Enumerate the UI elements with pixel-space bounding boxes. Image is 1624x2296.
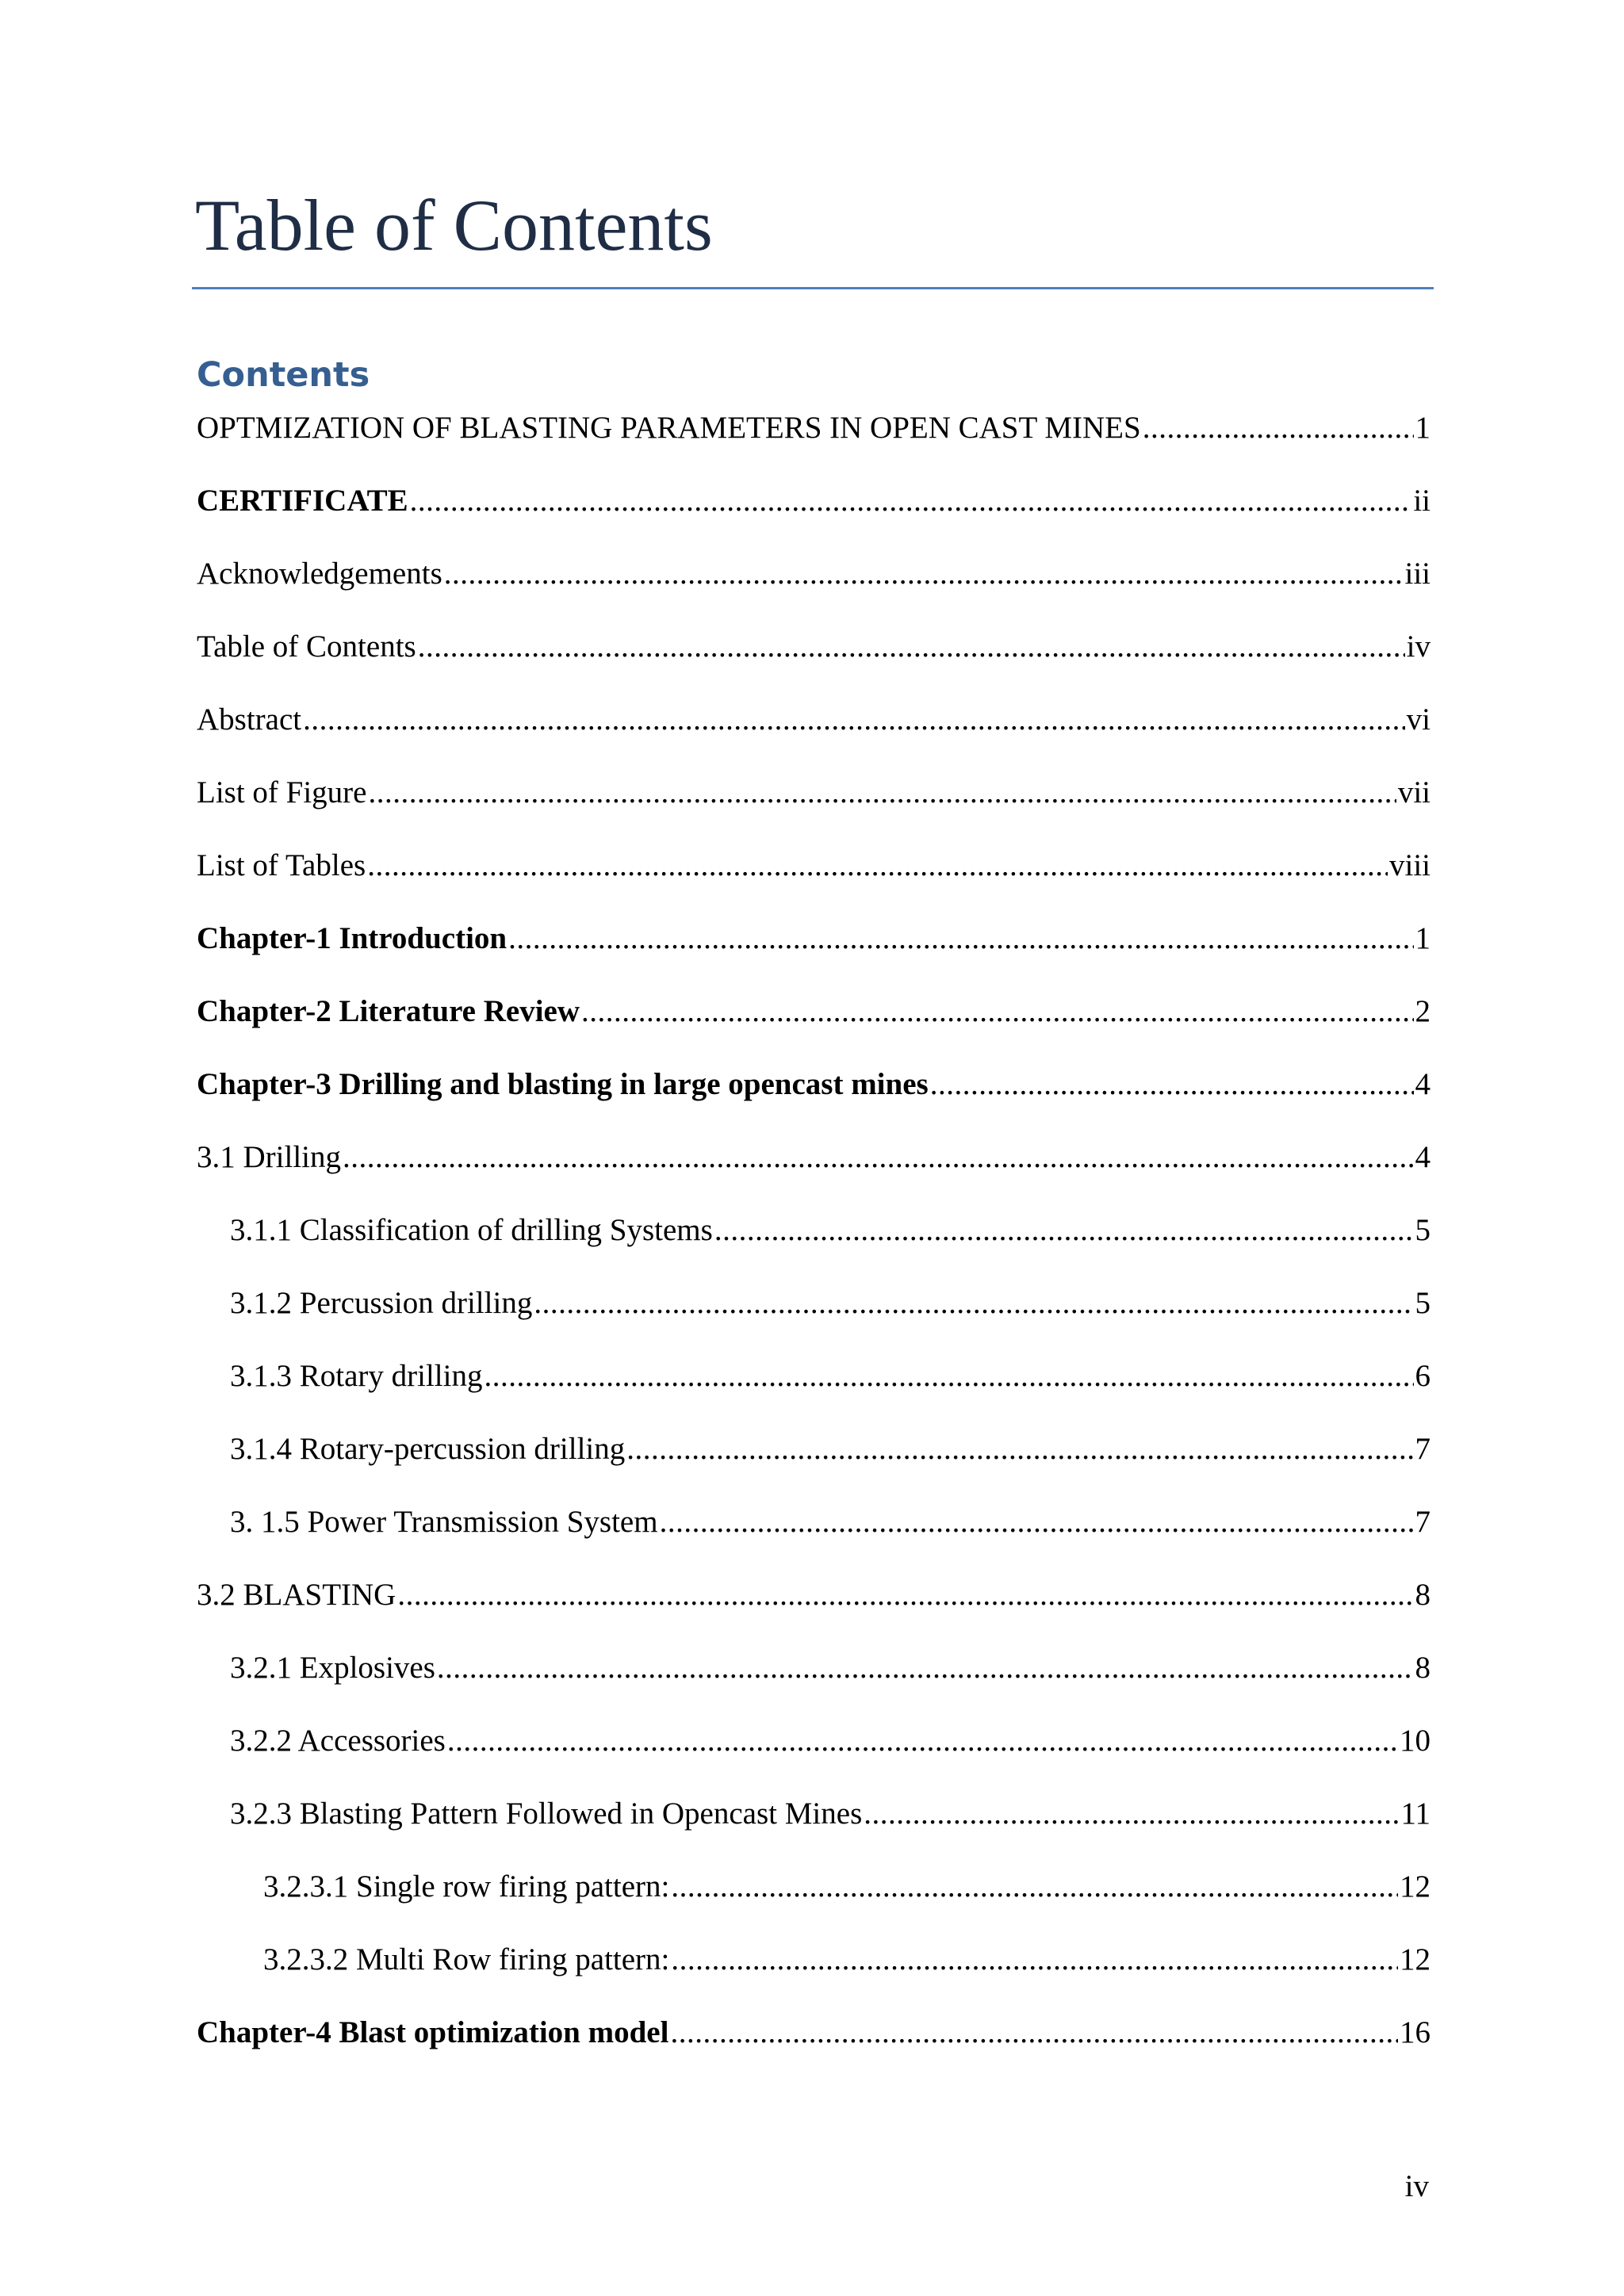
toc-dot-leader (397, 1573, 1413, 1617)
toc-entry-label: Acknowledgements (197, 557, 442, 591)
toc-entry-label: 3.1.4 Rotary-percussion drilling (230, 1432, 626, 1466)
toc-entry-page-number: 8 (1415, 1578, 1431, 1612)
toc-dot-leader (368, 771, 1396, 815)
toc-dot-leader (508, 916, 1413, 961)
toc-entry[interactable] (197, 844, 1431, 916)
toc-entry-label: Table of Contents (197, 629, 416, 664)
toc-entry-label: Chapter-3 Drilling and blasting in large opencast mines (197, 1067, 929, 1101)
toc-entry[interactable] (197, 552, 1431, 625)
toc-dot-leader (534, 1281, 1413, 1326)
toc-entry-label: 3.1.3 Rotary drilling (230, 1359, 483, 1393)
toc-entry[interactable] (197, 1354, 1431, 1427)
toc-entry-page-number: 1 (1415, 411, 1431, 445)
toc-entry[interactable] (197, 1062, 1431, 1135)
contents-heading: Contents (197, 355, 370, 395)
toc-entry-page-number: 7 (1415, 1505, 1431, 1539)
toc-entry[interactable] (197, 406, 1431, 479)
toc-entry[interactable] (197, 916, 1431, 989)
toc-dot-leader (1143, 406, 1414, 450)
toc-entry-page-number: 2 (1415, 994, 1431, 1028)
toc-entry-label: List of Tables (197, 848, 366, 882)
toc-entry[interactable] (197, 1281, 1431, 1354)
toc-entry-label: 3.2.3.1 Single row firing pattern: (263, 1869, 670, 1904)
toc-entry[interactable] (197, 989, 1431, 1062)
toc-entry-label: 3.1.1 Classification of drilling Systems (230, 1213, 713, 1247)
toc-entry[interactable] (197, 1865, 1431, 1938)
toc-entry-label: 3.2.2 Accessories (230, 1724, 446, 1758)
toc-dot-leader (581, 989, 1413, 1034)
toc-entry-label: Chapter-1 Introduction (197, 921, 508, 955)
toc-dot-leader (714, 1208, 1414, 1253)
toc-entry[interactable] (197, 2011, 1431, 2084)
toc-entry-page-number: vii (1397, 775, 1431, 809)
toc-dot-leader (626, 1427, 1413, 1471)
toc-entry[interactable] (197, 479, 1431, 552)
toc-entry-page-number: 5 (1415, 1213, 1431, 1247)
toc-entry-page-number: 5 (1415, 1286, 1431, 1320)
toc-entry[interactable] (197, 1500, 1431, 1573)
toc-entry[interactable] (197, 1792, 1431, 1865)
toc-entry-page-number: 12 (1400, 1869, 1431, 1904)
toc-dot-leader (418, 625, 1405, 669)
toc-entry-label: Chapter-4 Blast optimization model (197, 2015, 669, 2049)
toc-entry-page-number: 4 (1415, 1140, 1431, 1174)
toc-entry[interactable] (197, 1719, 1431, 1792)
toc-entry-page-number: 7 (1415, 1432, 1431, 1466)
toc-dot-leader (864, 1792, 1399, 1836)
toc-dot-leader (343, 1135, 1414, 1180)
toc-entry-label: 3. 1.5 Power Transmission System (230, 1505, 658, 1539)
toc-entry-page-number: 6 (1415, 1359, 1431, 1393)
toc-entry-page-number: iv (1406, 629, 1431, 664)
toc-dot-leader (930, 1062, 1414, 1107)
toc-entry[interactable] (197, 1573, 1431, 1646)
toc-entry-label: 3.1.2 Percussion drilling (230, 1286, 533, 1320)
toc-entry-label: 3.2.3.2 Multi Row firing pattern: (263, 1942, 670, 1976)
toc-entry-page-number: 8 (1415, 1651, 1431, 1685)
toc-entry-label: Abstract (197, 702, 302, 737)
toc-dot-leader (437, 1646, 1414, 1690)
toc-entry-label: 3.2.1 Explosives (230, 1651, 435, 1685)
page-title: Table of Contents (195, 185, 713, 266)
toc-entry-page-number: 16 (1400, 2015, 1431, 2049)
table-of-contents-list (197, 406, 1431, 2084)
toc-entry-page-number: 11 (1400, 1797, 1431, 1831)
toc-entry-page-number: 12 (1400, 1942, 1431, 1976)
toc-entry-page-number: 4 (1415, 1067, 1431, 1101)
toc-dot-leader (671, 1865, 1398, 1909)
toc-entry[interactable] (197, 1427, 1431, 1500)
toc-entry-label: 3.2 BLASTING (197, 1578, 396, 1612)
toc-entry-page-number: 1 (1415, 921, 1431, 955)
toc-entry-label: Chapter-2 Literature Review (197, 994, 580, 1028)
toc-dot-leader (367, 844, 1388, 888)
toc-entry[interactable] (197, 1208, 1431, 1281)
toc-dot-leader (671, 1938, 1398, 1982)
toc-dot-leader (303, 698, 1405, 742)
toc-dot-leader (484, 1354, 1413, 1399)
toc-entry-page-number: 10 (1400, 1724, 1431, 1758)
toc-entry-page-number: viii (1388, 848, 1431, 882)
toc-entry[interactable] (197, 1646, 1431, 1719)
toc-dot-leader (410, 479, 1412, 523)
toc-entry-page-number: iii (1404, 557, 1431, 591)
toc-dot-leader (444, 552, 1404, 596)
toc-entry-label: OPTMIZATION OF BLASTING PARAMETERS IN OPEN CAST MINES (197, 411, 1141, 445)
toc-dot-leader (670, 2011, 1398, 2055)
toc-entry[interactable] (197, 1938, 1431, 2011)
toc-entry[interactable] (197, 625, 1431, 698)
toc-dot-leader (660, 1500, 1414, 1544)
toc-dot-leader (447, 1719, 1398, 1763)
toc-entry-page-number: ii (1413, 484, 1431, 518)
toc-entry-label: List of Figure (197, 775, 367, 809)
page-number: iv (1404, 2169, 1429, 2203)
toc-entry[interactable] (197, 698, 1431, 771)
title-underline (192, 287, 1434, 289)
toc-entry-page-number: vi (1406, 702, 1431, 737)
toc-entry[interactable] (197, 1135, 1431, 1208)
toc-entry-label: 3.2.3 Blasting Pattern Followed in Opencast Mines (230, 1797, 863, 1831)
toc-entry[interactable] (197, 771, 1431, 844)
toc-entry-label: CERTIFICATE (197, 484, 408, 518)
toc-entry-label: 3.1 Drilling (197, 1140, 341, 1174)
